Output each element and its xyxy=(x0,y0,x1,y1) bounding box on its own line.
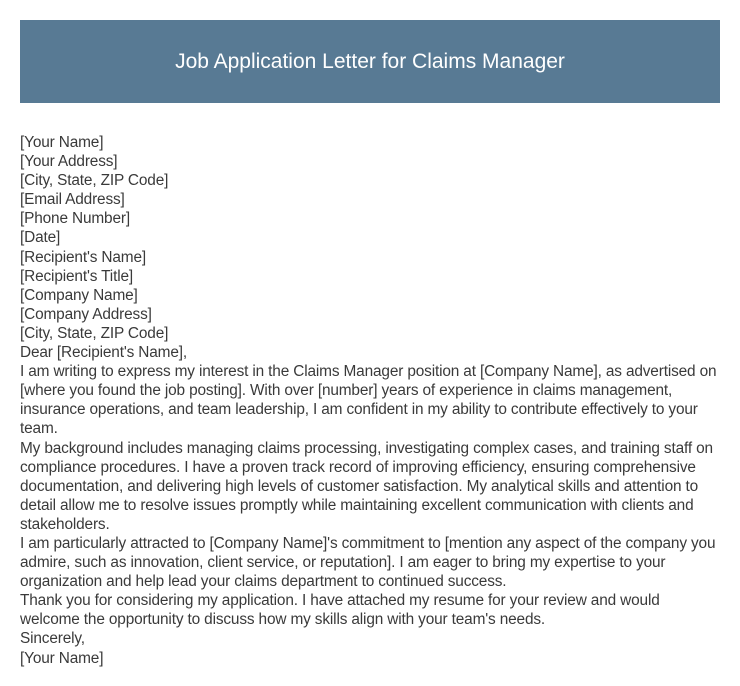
closing: Sincerely, xyxy=(20,630,85,648)
letter-date: [Date] xyxy=(20,229,61,247)
recipient-title: [Recipient's Title] xyxy=(20,267,134,285)
paragraph-intro: I am writing to express my interest in the Claims Manager position at [Company Name], as advertised on [where you found the job posting]. With over [number] years of experience in claims management, insurance operations, and team leadership, I am confident in my ability to contribute effectively to your team. xyxy=(20,363,717,438)
signature: [Your Name] xyxy=(20,649,104,667)
letter-body xyxy=(20,133,720,668)
sender-email: [Email Address] xyxy=(20,191,125,209)
paragraph-background: My background includes managing claims processing, investigating complex cases, and training staff on compliance procedures. I have a proven track record of improving efficiency, ensuring comprehensive documentation, and delivering high levels of customer satisfaction. My analytical skills and attention to detail allow me to resolve issues promptly while maintaining excellent communication with clients and stakeholders. xyxy=(20,439,713,533)
page-header xyxy=(20,20,720,103)
recipient-company-address: [Company Address] xyxy=(20,305,152,323)
page-title: Job Application Letter for Claims Manager xyxy=(175,49,565,73)
sender-city-state-zip: [City, State, ZIP Code] xyxy=(20,172,169,190)
sender-address: [Your Address] xyxy=(20,153,118,171)
salutation: Dear [Recipient's Name], xyxy=(20,344,187,362)
paragraph-thanks: Thank you for considering my application. I have attached my resume for your review and would welcome the opportunity to discuss how my skills align with your team's needs. xyxy=(20,592,660,629)
recipient-name: [Recipient's Name] xyxy=(20,248,146,266)
recipient-company: [Company Name] xyxy=(20,286,138,304)
sender-phone: [Phone Number] xyxy=(20,210,130,228)
sender-name: [Your Name] xyxy=(20,134,104,151)
recipient-city-state-zip: [City, State, ZIP Code] xyxy=(20,324,169,342)
paragraph-company-interest: I am particularly attracted to [Company Name]'s commitment to [mention any aspect of the company you admire, such as innovation, client service, or reputation]. I am eager to bring my expertise to your organization and help lead your claims department to continued success. xyxy=(20,534,716,591)
